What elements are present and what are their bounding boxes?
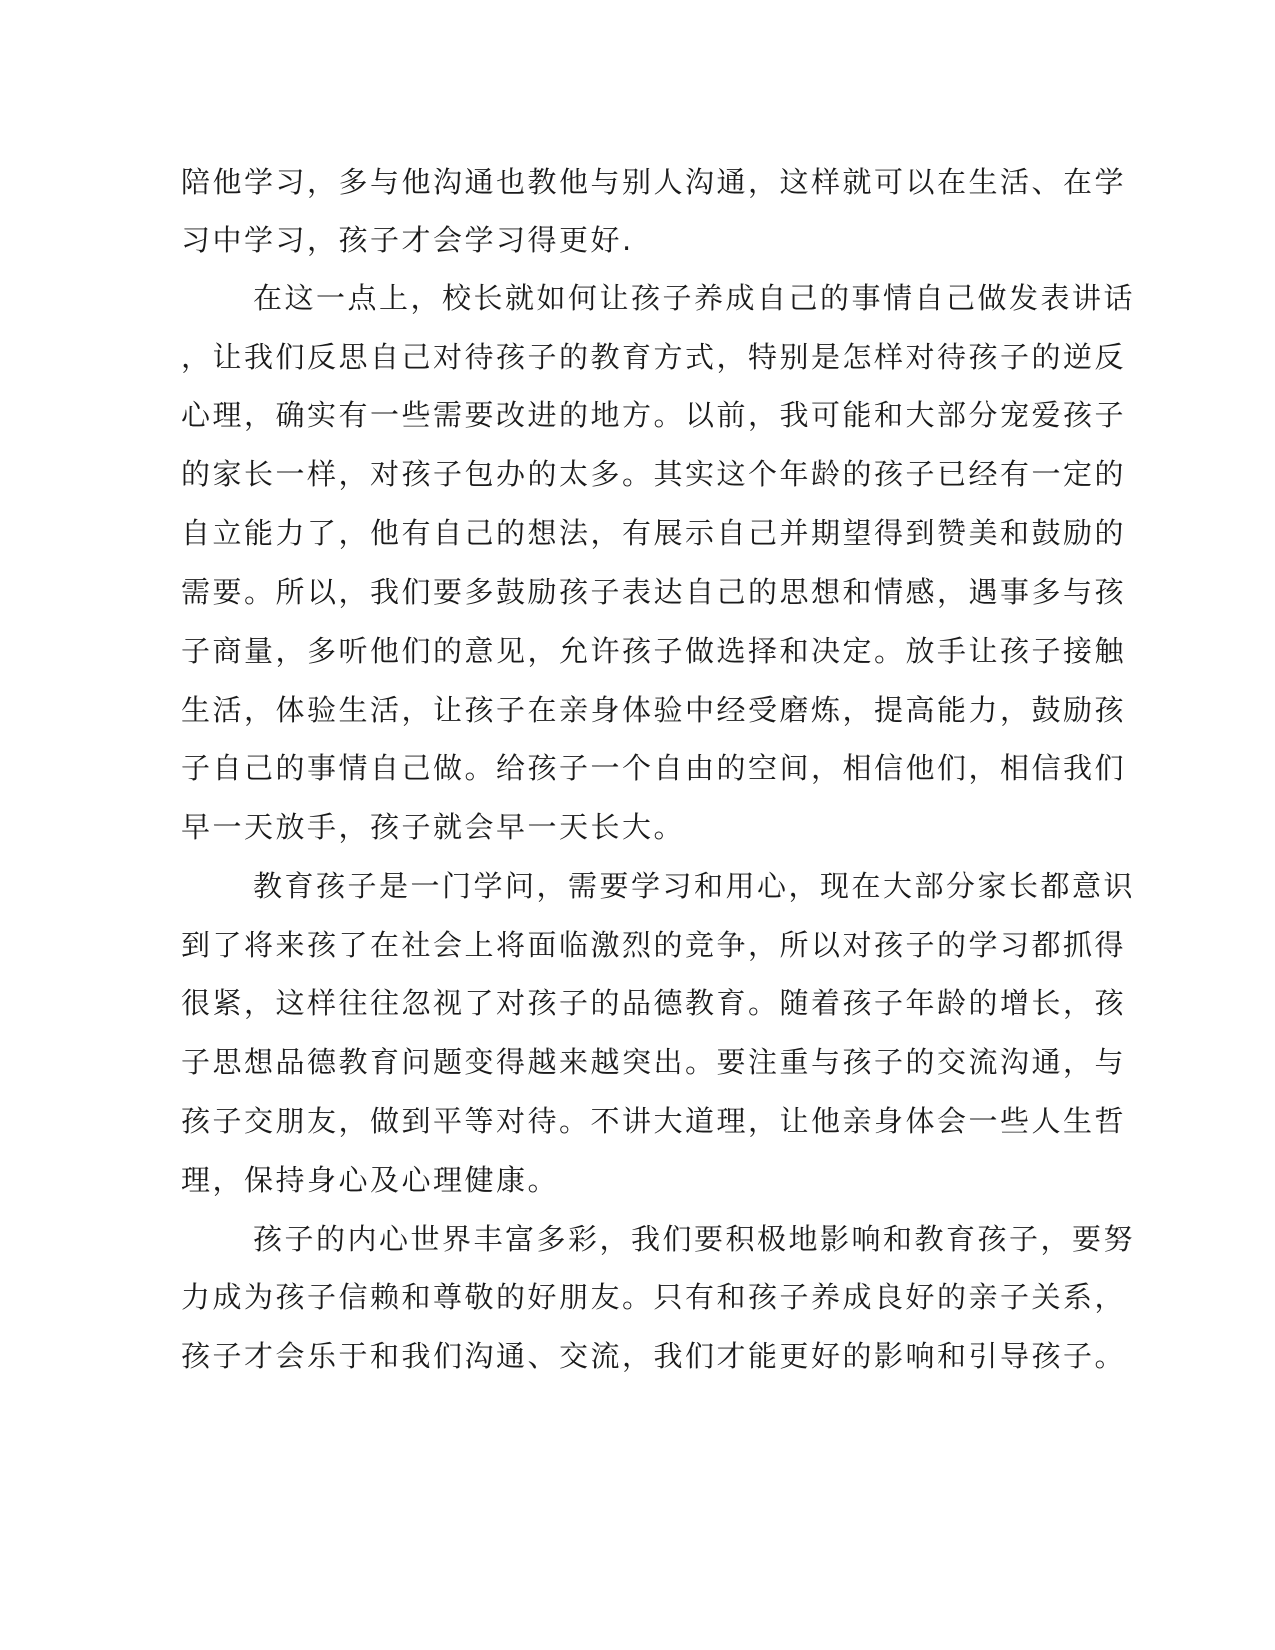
text-line: 心理，确实有一些需要改进的地方。以前，我可能和大部分宠爱孩子	[181, 398, 1127, 432]
text-line: 陪他学习，多与他沟通也教他与别人沟通，这样就可以在生活、在学	[181, 165, 1127, 199]
text-line: 自立能力了，他有自己的想法，有展示自己并期望得到赞美和鼓励的	[181, 516, 1127, 550]
text-line: 需要。所以，我们要多鼓励孩子表达自己的思想和情感，遇事多与孩	[181, 575, 1127, 609]
text-line: 孩子才会乐于和我们沟通、交流，我们才能更好的影响和引导孩子。	[181, 1339, 1127, 1373]
text-line: 的家长一样，对孩子包办的太多。其实这个年龄的孩子已经有一定的	[181, 457, 1127, 491]
paragraph-first-line: 孩子的内心世界丰富多彩，我们要积极地影响和教育孩子，要努	[253, 1222, 1136, 1256]
text-line: 子思想品德教育问题变得越来越突出。要注重与孩子的交流沟通，与	[181, 1045, 1127, 1079]
text-line: ，让我们反思自己对待孩子的教育方式，特别是怎样对待孩子的逆反	[181, 340, 1127, 374]
paragraph-first-line: 教育孩子是一门学问，需要学习和用心，现在大部分家长都意识	[253, 869, 1136, 903]
text-line: 子自己的事情自己做。给孩子一个自由的空间，相信他们，相信我们	[181, 751, 1127, 785]
text-line: 早一天放手，孩子就会早一天长大。	[181, 810, 686, 844]
text-line: 子商量，多听他们的意见，允许孩子做选择和决定。放手让孩子接触	[181, 634, 1127, 668]
text-line: 力成为孩子信赖和尊敬的好朋友。只有和孩子养成良好的亲子关系，	[181, 1280, 1127, 1314]
text-line: 孩子交朋友，做到平等对待。不讲大道理，让他亲身体会一些人生哲	[181, 1104, 1127, 1138]
text-line: 到了将来孩了在社会上将面临激烈的竞争，所以对孩子的学习都抓得	[181, 928, 1127, 962]
text-line: 习中学习，孩子才会学习得更好.	[181, 223, 634, 257]
paragraph-first-line: 在这一点上，校长就如何让孩子养成自己的事情自己做发表讲话	[253, 281, 1136, 315]
text-line: 生活，体验生活，让孩子在亲身体验中经受磨炼，提高能力，鼓励孩	[181, 693, 1127, 727]
text-line: 理，保持身心及心理健康。	[181, 1163, 560, 1197]
text-line: 很紧，这样往往忽视了对孩子的品德教育。随着孩子年龄的增长，孩	[181, 986, 1127, 1020]
